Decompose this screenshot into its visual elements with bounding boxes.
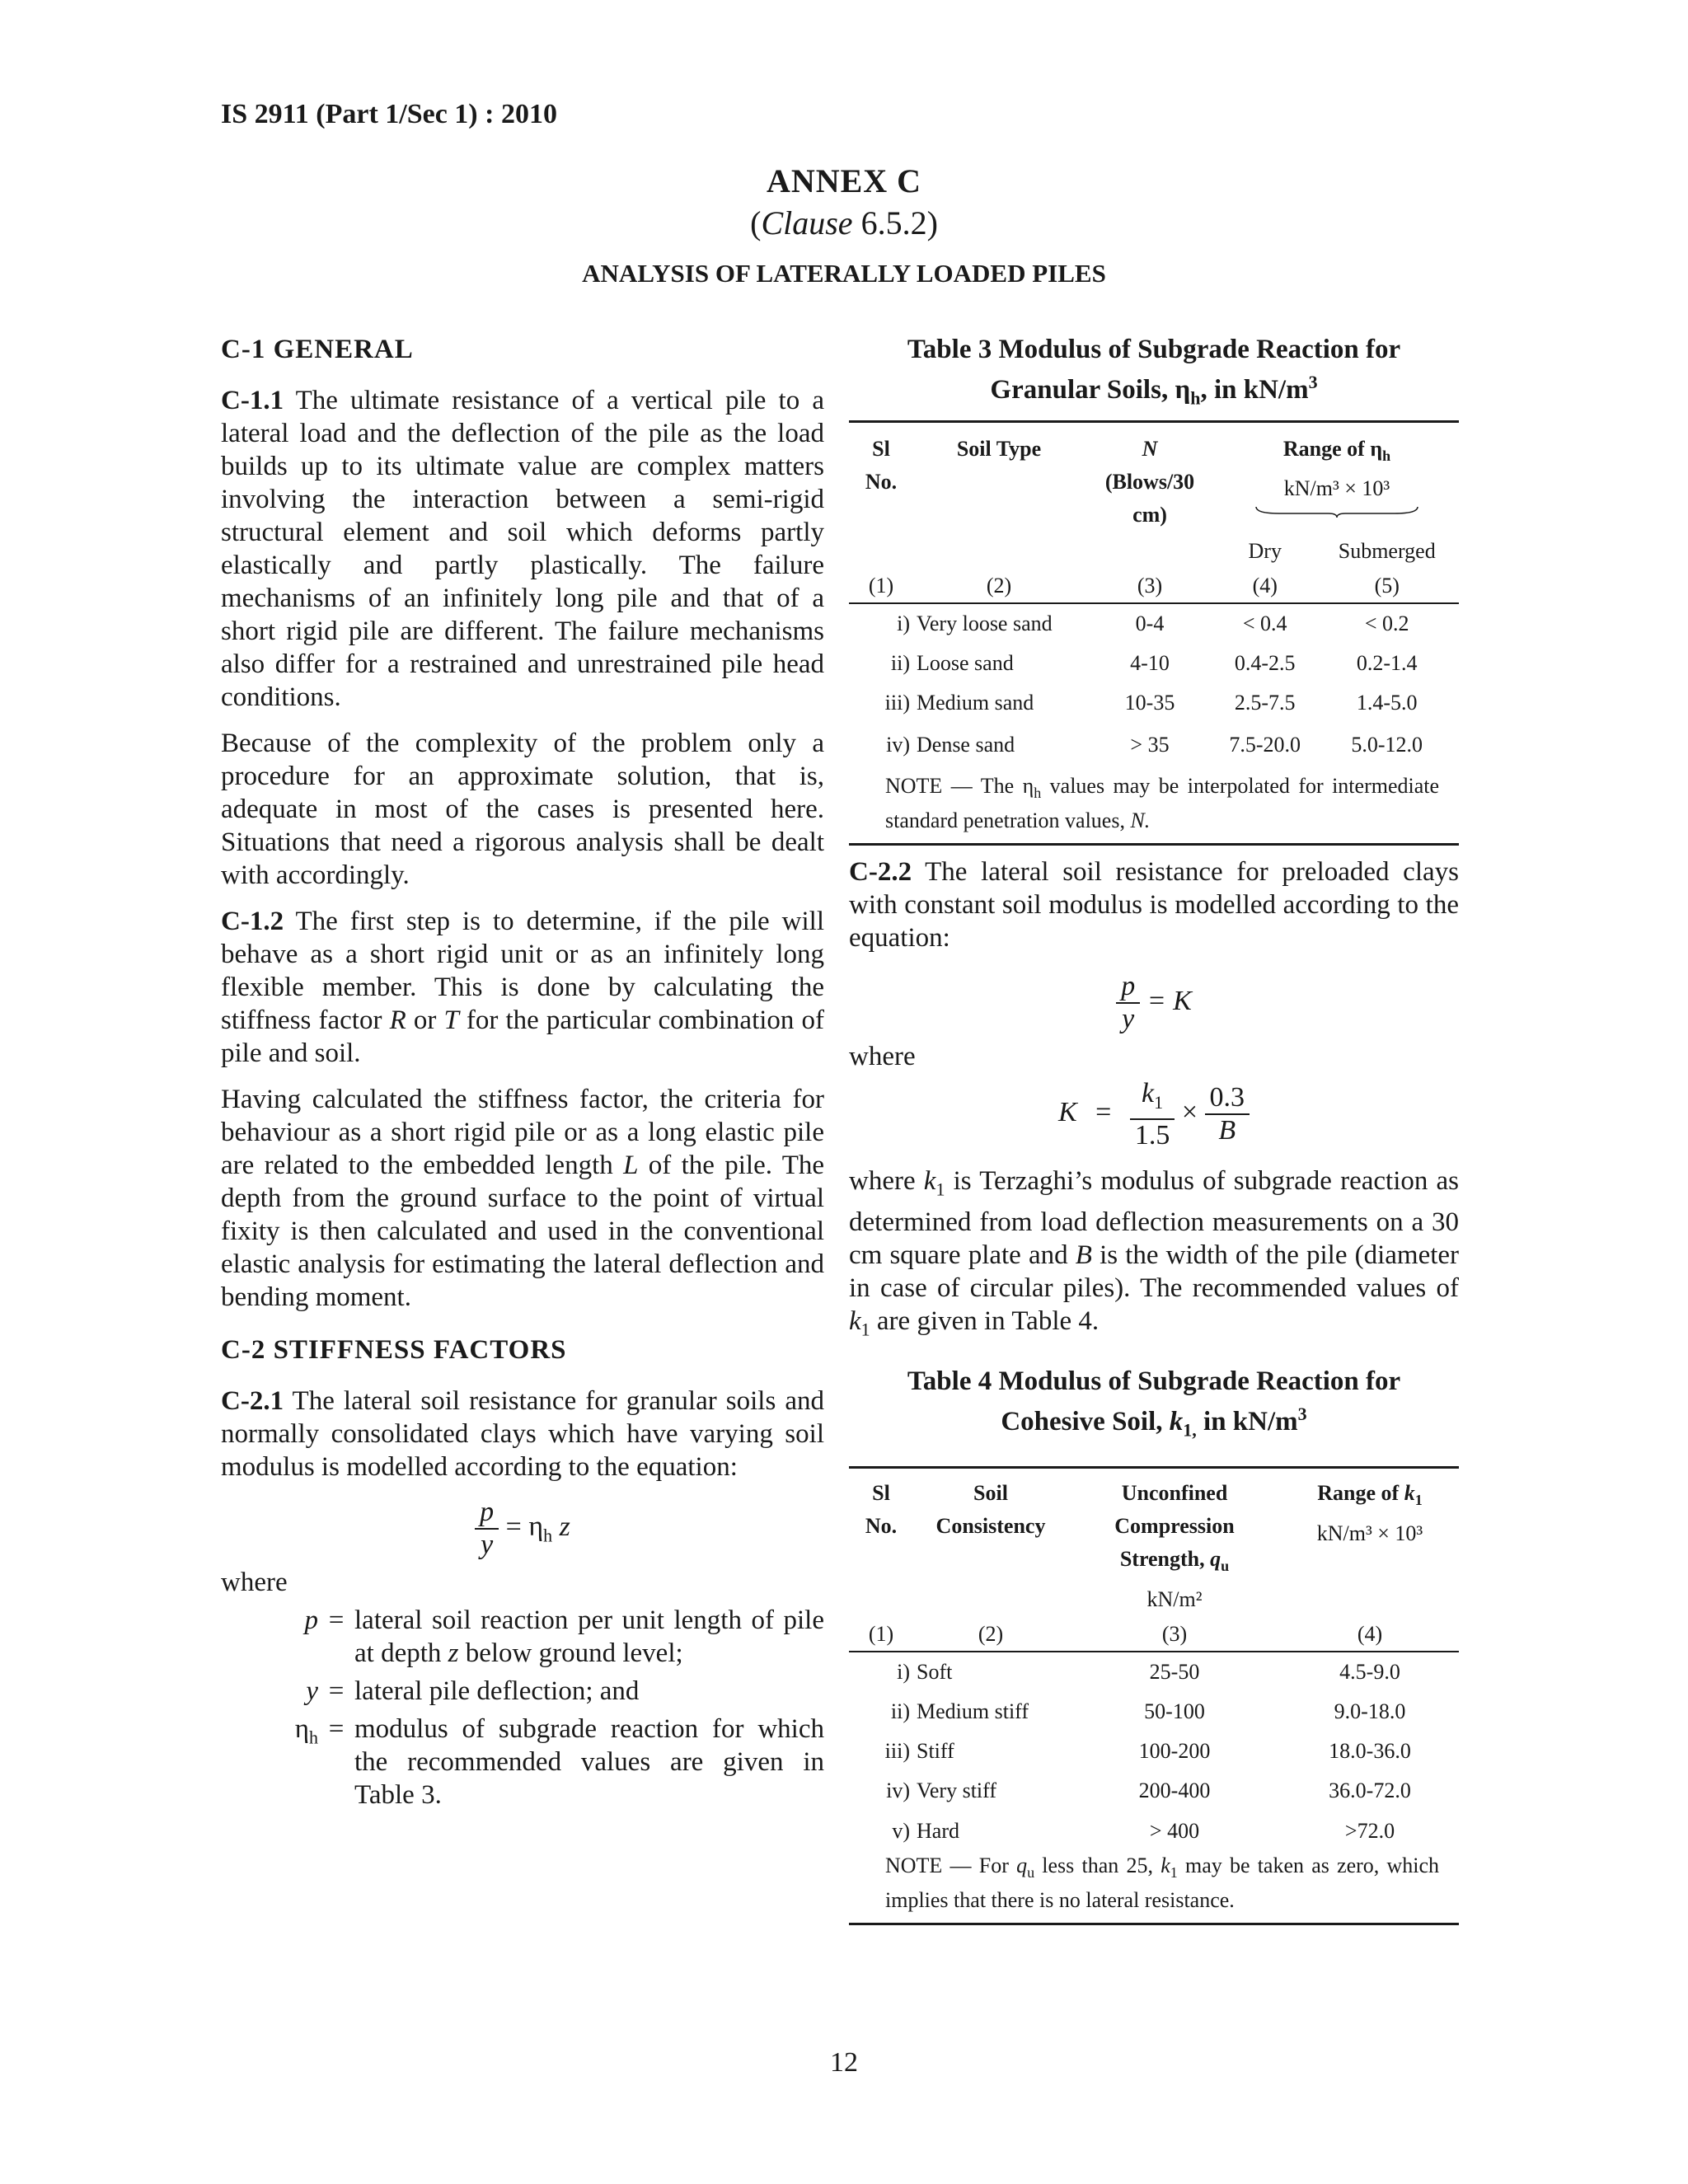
t4-h-soil <box>913 1468 1068 1618</box>
table-row <box>849 723 1459 767</box>
eq2-fraction <box>1116 971 1140 1035</box>
table4-caption-line2 <box>849 1398 1459 1447</box>
t4-cell: 100-200 <box>1138 1738 1211 1763</box>
t4-h-unc3: Strength, <box>1119 1547 1205 1572</box>
eq3-k-sub: 1 <box>1154 1091 1164 1113</box>
eq1-z: z <box>559 1511 570 1542</box>
t4-h-q: q <box>1210 1547 1221 1572</box>
t4-h-sl-text: Sl <box>872 1481 890 1506</box>
t4-cell: 4.5-9.0 <box>1339 1659 1400 1684</box>
eq2-denominator: y <box>1122 1003 1135 1034</box>
t4cap-b: in kN/m <box>1196 1406 1298 1436</box>
t3-cell: Medium sand <box>917 690 1034 715</box>
t3-cell: < 0.2 <box>1364 611 1409 635</box>
t3-cell: Dense sand <box>917 732 1015 757</box>
var-B: B <box>1075 1240 1092 1271</box>
def-text-y: lateral pile deflection; and <box>354 1676 640 1706</box>
t4-note-b: less than 25, <box>1042 1853 1153 1877</box>
t4-h-range-k: k <box>1404 1481 1415 1506</box>
t4-cell: iii) <box>884 1738 910 1763</box>
table-row <box>849 644 1459 683</box>
brace-icon <box>1254 505 1419 518</box>
t4-cell: Very stiff <box>917 1778 997 1802</box>
para-c2-2 <box>849 855 1459 954</box>
t3-note-b: values may be interpolated for intermediate standard penetration values, <box>885 773 1440 832</box>
t4-colnum: (4) <box>1281 1618 1459 1652</box>
t3-cell: iii) <box>884 690 910 715</box>
section-c1-heading: C-1 GENERAL <box>221 335 414 364</box>
t3cap-b: , in kN/m <box>1200 375 1309 405</box>
def-equals: = <box>328 1714 345 1744</box>
eq1-equals: = <box>505 1511 522 1542</box>
t3cap-eta-sub: h <box>1190 387 1201 409</box>
t4-note-k-sub: 1 <box>1170 1863 1178 1881</box>
equation-2 <box>849 971 1459 1035</box>
text-c1-2-b: for the particular combination of pile and soil. <box>221 1005 825 1068</box>
t3-cell: 0-4 <box>1135 611 1165 635</box>
equation-3 <box>849 1078 1459 1151</box>
t4-h-range-k-sub: 1 <box>1414 1492 1423 1509</box>
table-row <box>849 603 1459 644</box>
eta-sub: h <box>309 1727 318 1748</box>
t3-cell: Very loose sand <box>917 611 1053 635</box>
t4-h-range-text: Range of <box>1317 1481 1400 1506</box>
text-c2-2: The lateral soil resistance for preloaded clays with constant soil modulus is modelled according to the equation: <box>849 856 1459 953</box>
definition-p <box>221 1604 824 1670</box>
text-c1-1: The ultimate resistance of a vertical pile to a lateral load and the deflection of the pile as the load builds up to its ultimate value are complex matters involving the interaction between a semi-rigid structural element and soil which deforms partly elastically and partly plastically. The failure mechanisms of an infinitely long pile and that of a short rigid pile are different. The failure mechanisms also differ for a restrained and unrestrained pile head conditions. <box>221 386 824 712</box>
def-text-p <box>354 1604 824 1670</box>
definition-eta <box>221 1713 824 1811</box>
t4-cell: 200-400 <box>1138 1778 1211 1802</box>
para-c1-1 <box>221 384 824 714</box>
var-k1: k <box>849 1306 861 1337</box>
t4-h-unconfined <box>1068 1468 1281 1618</box>
table3-caption <box>849 333 1459 415</box>
t3-colnum: (4) <box>1215 569 1315 603</box>
t4-colnum: (1) <box>849 1618 913 1652</box>
label-c1-1: C-1.1 <box>221 386 284 415</box>
t3-cell: > 35 <box>1130 732 1170 757</box>
definition-y <box>221 1675 824 1708</box>
t4-h-unc-unit: kN/m² <box>1146 1586 1203 1611</box>
t3-note-eta-sub: h <box>1034 784 1042 801</box>
label-c2-1: C-2.1 <box>221 1386 284 1416</box>
text-c1-2-c: Having calculated the stiffness factor, the criteria for behaviour as a short rigid pile or as a long elastic pile are related to the embedded length <box>221 1085 824 1180</box>
equation-1 <box>221 1497 824 1561</box>
t3-cell: 7.5-20.0 <box>1229 732 1301 757</box>
eq3-times: × <box>1181 1096 1198 1127</box>
t3-cell: iv) <box>886 732 910 757</box>
annex-subtitle: ANALYSIS OF LATERALLY LOADED PILES <box>582 259 1106 288</box>
t4-note-q-sub: u <box>1027 1863 1035 1881</box>
text-c1-2-d: of the pile. The depth from the ground surface to the point of virtual fixity is then calculated and used in the conventional elastic analysis for estimating the lateral deflection and bending moment. <box>221 1151 825 1312</box>
t4-colnum: (3) <box>1068 1618 1281 1652</box>
var-k1: k <box>923 1165 936 1196</box>
eq1-eta-sub: h <box>543 1525 553 1546</box>
var-T: T <box>443 1005 459 1035</box>
text-or: or <box>413 1005 437 1035</box>
t4cap-sup: 3 <box>1297 1403 1307 1424</box>
document-header: IS 2911 (Part 1/Sec 1) : 2010 <box>221 99 557 129</box>
t4-cell: 9.0-18.0 <box>1334 1699 1406 1723</box>
def-text-p-a: lateral soil reaction per unit length of pile at depth <box>354 1605 824 1668</box>
t3-h-sl-text: Sl <box>872 436 890 461</box>
t4-note-q: q <box>1016 1853 1028 1877</box>
t3-cell: 0.4-2.5 <box>1234 650 1296 675</box>
t4-note-cell <box>849 1852 1459 1924</box>
t3-h-unit: kN/m³ × 10³ <box>1283 476 1390 500</box>
clause-number: 6.5.2 <box>860 204 927 241</box>
t3-h-type: Soil Type <box>956 436 1042 461</box>
table4-caption-line1: Table 4 Modulus of Subgrade Reaction for <box>907 1366 1401 1396</box>
definitions-list <box>221 1604 824 1811</box>
t4-h-unc2: Compression <box>1114 1514 1235 1539</box>
t3-colnum: (2) <box>913 569 1085 603</box>
def-symbol-y: y <box>306 1676 318 1706</box>
para-c1-2 <box>221 905 824 1070</box>
def-text-p-b: below ground level; <box>465 1638 683 1668</box>
def-equals: = <box>328 1605 345 1635</box>
text-c2-2-a: where <box>849 1165 916 1196</box>
t3-cell: 10-35 <box>1124 690 1175 715</box>
t4-note-k: k <box>1160 1853 1170 1877</box>
t4-h-unc1: Unconfined <box>1121 1481 1228 1506</box>
label-c1-2: C-1.2 <box>221 907 284 936</box>
t3-h-range <box>1215 421 1459 533</box>
section-c2-heading: C-2 STIFFNESS FACTORS <box>221 1335 567 1365</box>
text-c2-1: The lateral soil resistance for granular soils and normally consolidated clays which have varying soil modulus is modelled according to the equation: <box>221 1386 825 1482</box>
t4-cell: 50-100 <box>1144 1699 1205 1723</box>
t3-note-cell <box>849 767 1459 845</box>
eta-symbol: η <box>294 1714 309 1744</box>
def-symbol-p: p <box>304 1605 318 1635</box>
t4-cell: iv) <box>886 1778 910 1802</box>
t4cap-k-sub: 1, <box>1183 1419 1197 1441</box>
t4-cell: v) <box>892 1818 910 1843</box>
t3-colnum: (5) <box>1315 569 1459 603</box>
t3-cell: 4-10 <box>1130 650 1170 675</box>
t3-colnum: (1) <box>849 569 913 603</box>
table3-colnum-row <box>849 569 1459 603</box>
t3-note-eta: η <box>1022 773 1034 798</box>
where-2: where <box>849 1041 916 1071</box>
page-number: 12 <box>830 2047 858 2078</box>
t4-cell: Medium stiff <box>917 1699 1029 1723</box>
table3-note-row <box>849 767 1459 845</box>
label-c2-2: C-2.2 <box>849 856 912 887</box>
def-equals: = <box>328 1676 345 1706</box>
t3-cell: 5.0-12.0 <box>1351 732 1423 757</box>
t4-colnum: (2) <box>913 1618 1068 1652</box>
eq3-numerator-1 <box>1130 1078 1175 1120</box>
t3cap-sup: 3 <box>1308 372 1318 392</box>
t4-h-range <box>1281 1468 1459 1618</box>
t4-note-c: may be taken as zero, which implies that there is no lateral resistance. <box>885 1853 1440 1912</box>
t3-h-submerged: Submerged <box>1338 538 1436 563</box>
table3-caption-line2 <box>849 366 1459 415</box>
table4 <box>849 1466 1459 1924</box>
eq1-eta: η <box>528 1511 544 1542</box>
t4-h-no: No. <box>865 1514 898 1539</box>
t4-cell: >72.0 <box>1344 1818 1395 1843</box>
para-c2-2-b <box>849 1165 1459 1347</box>
t3-h-range-eta: η <box>1370 436 1383 461</box>
t4-cell: i) <box>897 1659 910 1684</box>
where-1: where <box>221 1568 288 1597</box>
text-c2-2-d: are given in Table 4. <box>876 1306 1100 1337</box>
t4-cell: > 400 <box>1149 1818 1200 1843</box>
eq3-lhs: K <box>1057 1096 1077 1127</box>
annex-clause: (Clause 6.5.2) <box>750 204 938 241</box>
t3-cell: 2.5-7.5 <box>1234 690 1296 715</box>
para-c1-1-b: Because of the complexity of the problem only a procedure for an approximate solution, that is, adequate in most of the cases is presented here. Situations that need a rigorous analysis shall be dealt with accordingly. <box>221 729 824 890</box>
eq3-fraction-1 <box>1130 1078 1175 1151</box>
t3-cell: ii) <box>890 650 910 675</box>
table-row <box>849 683 1459 723</box>
table-row <box>849 1692 1459 1732</box>
t4-h-soil-text: Soil <box>973 1481 1008 1506</box>
eq3-fraction-2 <box>1205 1082 1250 1146</box>
right-column <box>849 333 1459 1925</box>
eq2-numerator: p <box>1116 971 1140 1004</box>
eq3-k: k <box>1142 1077 1155 1108</box>
text-c2-2-b: is Terzaghi’s modulus of subgrade reaction as determined from load deflection measurements on a 30 cm square plate and <box>849 1165 1460 1271</box>
table4-header-row <box>849 1468 1459 1618</box>
eq2-rhs: = K <box>1146 985 1192 1016</box>
table-row <box>849 1652 1459 1692</box>
t4-h-unit: kN/m³ × 10³ <box>1316 1521 1423 1545</box>
annex-title-block <box>0 162 1688 242</box>
t3-colnum: (3) <box>1085 569 1215 603</box>
t4-cell: 25-50 <box>1149 1659 1200 1684</box>
table4-colnum-row <box>849 1618 1459 1652</box>
def-symbol-eta <box>221 1713 318 1811</box>
t4-cell: Stiff <box>917 1738 954 1763</box>
t3-cell: < 0.4 <box>1242 611 1287 635</box>
table3-note <box>852 767 1456 843</box>
para-c2-1 <box>221 1385 824 1483</box>
var-L: L <box>623 1151 639 1180</box>
eq1-denominator: y <box>481 1530 494 1560</box>
text-c1-2-a: The first step is to determine, if the pile will behave as a short rigid unit or as an infinitely long flexible member. This is done by calculating the stiffness factor <box>221 907 825 1035</box>
eq3-denominator-2: B <box>1218 1115 1236 1146</box>
t3cap-a: Granular Soils, <box>990 375 1169 405</box>
t4-note-a: NOTE — For <box>885 1853 1009 1877</box>
table4-note-row <box>849 1852 1459 1924</box>
eq3-denominator-1: 1.5 <box>1134 1119 1170 1151</box>
table4-note <box>852 1852 1456 1923</box>
table4-caption <box>849 1365 1459 1447</box>
t3-note-n: N. <box>1130 808 1151 832</box>
left-column <box>221 333 824 1816</box>
table3-header-row-2 <box>849 533 1459 569</box>
clause-word: Clause <box>761 204 853 241</box>
table3-header-row-1 <box>849 421 1459 533</box>
t4cap-a: Cohesive Soil, <box>1001 1406 1163 1436</box>
table3-caption-line1: Table 3 Modulus of Subgrade Reaction for <box>907 335 1401 364</box>
var-R: R <box>389 1005 406 1035</box>
var-k1-sub: 1 <box>935 1179 945 1200</box>
t4cap-k: k <box>1169 1406 1184 1436</box>
table3 <box>849 420 1459 846</box>
t4-cell: 36.0-72.0 <box>1329 1778 1411 1802</box>
t4-cell: Hard <box>917 1818 959 1843</box>
t3-h-n <box>1085 421 1215 533</box>
t4-h-cons: Consistency <box>935 1514 1046 1539</box>
t4-cell: Soft <box>917 1659 953 1684</box>
eq1-numerator: p <box>475 1497 499 1530</box>
var-k1-sub: 1 <box>860 1319 870 1340</box>
t3cap-eta: η <box>1175 375 1191 405</box>
t4-h-q-sub: u <box>1221 1558 1230 1575</box>
text-c2-2-c: is the width of the pile (diameter in case of circular piles). The recommended values of <box>849 1240 1460 1304</box>
table-row <box>849 1811 1459 1852</box>
def-text-eta: modulus of subgrade reaction for which the recommended values are given in Table 3. <box>354 1714 824 1810</box>
para-c1-2-b <box>221 1083 824 1314</box>
table-row <box>849 1771 1459 1811</box>
t3-cell: 1.4-5.0 <box>1356 690 1418 715</box>
t3-h-dry: Dry <box>1248 538 1282 563</box>
eq1-fraction <box>475 1497 499 1561</box>
t3-h-sl <box>849 421 913 533</box>
t3-note-a: NOTE — The <box>885 773 1015 798</box>
t3-cell: 0.2-1.4 <box>1356 650 1418 675</box>
eq3-numerator-2: 0.3 <box>1205 1082 1250 1115</box>
t3-h-n-var: N <box>1142 436 1158 461</box>
table-row <box>849 1732 1459 1771</box>
t3-cell: i) <box>897 611 910 635</box>
annex-title: ANNEX C <box>766 162 922 199</box>
eq3-equals: = <box>1095 1096 1112 1127</box>
def-var-z: z <box>448 1638 459 1668</box>
t3-h-range-text: Range of <box>1282 436 1365 461</box>
t3-h-range-eta-sub: h <box>1382 447 1391 464</box>
t4-cell: ii) <box>890 1699 910 1723</box>
t4-cell: 18.0-36.0 <box>1329 1738 1411 1763</box>
t4-h-sl <box>849 1468 913 1618</box>
t3-h-blows: (Blows/30 cm) <box>1104 469 1195 527</box>
t3-cell: Loose sand <box>917 650 1014 675</box>
t3-h-no: No. <box>865 469 898 494</box>
